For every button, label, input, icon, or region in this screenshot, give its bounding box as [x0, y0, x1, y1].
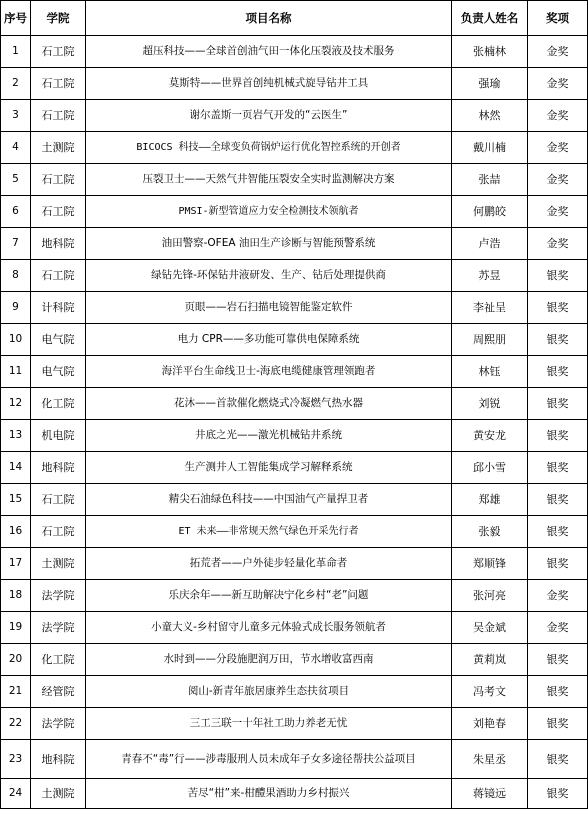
cell-leader: 戴川楠 — [452, 132, 528, 164]
cell-project-name: 拓荒者——户外徒步轻量化革命者 — [86, 548, 452, 580]
cell-college: 地科院 — [31, 228, 86, 260]
cell-project-name: 阅山-新青年旅居康养生态扶贫项目 — [86, 676, 452, 708]
header-seq: 序号 — [1, 1, 31, 36]
cell-seq: 20 — [1, 644, 31, 676]
table-row — [1, 292, 588, 324]
cell-leader: 何鹏皎 — [452, 196, 528, 228]
cell-seq: 8 — [1, 260, 31, 292]
cell-award: 银奖 — [528, 324, 588, 356]
cell-college: 法学院 — [31, 708, 86, 740]
cell-seq: 7 — [1, 228, 31, 260]
cell-award: 银奖 — [528, 452, 588, 484]
cell-college: 石工院 — [31, 164, 86, 196]
cell-award: 银奖 — [528, 260, 588, 292]
cell-project-name: 苦尽“柑”来-柑醴果酒助力乡村振兴 — [86, 779, 452, 809]
cell-college: 化工院 — [31, 388, 86, 420]
cell-award: 银奖 — [528, 356, 588, 388]
cell-award: 金奖 — [528, 612, 588, 644]
cell-project-name: 莫斯特——世界首创纯机械式旋导钻井工具 — [86, 68, 452, 100]
cell-project-name: 井底之光——激光机械钻井系统 — [86, 420, 452, 452]
cell-award: 银奖 — [528, 644, 588, 676]
table-row — [1, 580, 588, 612]
cell-college: 机电院 — [31, 420, 86, 452]
cell-leader: 张楠林 — [452, 36, 528, 68]
cell-project-name: 小童大义-乡村留守儿童多元体验式成长服务领航者 — [86, 612, 452, 644]
cell-leader: 郑顺锋 — [452, 548, 528, 580]
cell-project-name: BICOCS 科技——全球变负荷锅炉运行优化智控系统的开创者 — [86, 132, 452, 164]
cell-award: 银奖 — [528, 548, 588, 580]
cell-award: 金奖 — [528, 196, 588, 228]
cell-award: 银奖 — [528, 420, 588, 452]
table-row — [1, 612, 588, 644]
cell-seq: 16 — [1, 516, 31, 548]
cell-college: 石工院 — [31, 68, 86, 100]
cell-project-name: 乐庆余年——新互助解决宁化乡村“老”问题 — [86, 580, 452, 612]
cell-leader: 冯考文 — [452, 676, 528, 708]
cell-college: 法学院 — [31, 580, 86, 612]
table-row — [1, 708, 588, 740]
cell-leader: 张河亮 — [452, 580, 528, 612]
cell-seq: 4 — [1, 132, 31, 164]
cell-seq: 22 — [1, 708, 31, 740]
table-row — [1, 324, 588, 356]
cell-award: 金奖 — [528, 68, 588, 100]
cell-seq: 19 — [1, 612, 31, 644]
cell-project-name: 油田警察-OFEA 油田生产诊断与智能预警系统 — [86, 228, 452, 260]
cell-award: 金奖 — [528, 100, 588, 132]
cell-leader: 郑雄 — [452, 484, 528, 516]
cell-college: 土测院 — [31, 132, 86, 164]
cell-college: 电气院 — [31, 356, 86, 388]
cell-leader: 刘锐 — [452, 388, 528, 420]
table-row — [1, 228, 588, 260]
table-row — [1, 196, 588, 228]
cell-seq: 3 — [1, 100, 31, 132]
cell-project-name: 海洋平台生命线卫士-海底电缆健康管理领跑者 — [86, 356, 452, 388]
cell-award: 银奖 — [528, 388, 588, 420]
cell-seq: 21 — [1, 676, 31, 708]
header-project: 项目名称 — [86, 1, 452, 36]
cell-award: 银奖 — [528, 484, 588, 516]
cell-seq: 15 — [1, 484, 31, 516]
cell-project-name: 绿钻先锋-环保钻井液研发、生产、钻后处理提供商 — [86, 260, 452, 292]
cell-college: 经管院 — [31, 676, 86, 708]
cell-project-name: 水时到——分段施肥润万田，节水增收富西南 — [86, 644, 452, 676]
cell-award: 银奖 — [528, 779, 588, 809]
cell-award: 金奖 — [528, 36, 588, 68]
cell-award: 银奖 — [528, 740, 588, 779]
table-row — [1, 356, 588, 388]
cell-seq: 6 — [1, 196, 31, 228]
cell-leader: 邱小雪 — [452, 452, 528, 484]
table-row — [1, 484, 588, 516]
cell-project-name: 生产测井人工智能集成学习解释系统 — [86, 452, 452, 484]
cell-college: 土测院 — [31, 779, 86, 809]
table-row — [1, 100, 588, 132]
cell-award: 银奖 — [528, 516, 588, 548]
cell-project-name: 青春不“毒”行——涉毒服刑人员未成年子女多途径帮扶公益项目 — [86, 740, 452, 779]
cell-college: 计科院 — [31, 292, 86, 324]
cell-college: 化工院 — [31, 644, 86, 676]
cell-award: 金奖 — [528, 164, 588, 196]
cell-seq: 17 — [1, 548, 31, 580]
cell-award: 银奖 — [528, 292, 588, 324]
cell-seq: 2 — [1, 68, 31, 100]
cell-project-name: 精尖石油绿色科技——中国油气产量捍卫者 — [86, 484, 452, 516]
table-row — [1, 36, 588, 68]
cell-award: 银奖 — [528, 676, 588, 708]
cell-college: 石工院 — [31, 36, 86, 68]
cell-seq: 13 — [1, 420, 31, 452]
cell-project-name: 电力 CPR——多功能可靠供电保障系统 — [86, 324, 452, 356]
cell-leader: 黄安龙 — [452, 420, 528, 452]
cell-project-name: 谢尔盖斯一页岩气开发的“云医生” — [86, 100, 452, 132]
cell-leader: 刘艳春 — [452, 708, 528, 740]
cell-seq: 12 — [1, 388, 31, 420]
table-row — [1, 388, 588, 420]
table-row — [1, 740, 588, 779]
cell-seq: 9 — [1, 292, 31, 324]
cell-college: 石工院 — [31, 484, 86, 516]
table-row — [1, 779, 588, 809]
cell-project-name: 花沐——首款催化燃烧式冷凝燃气热水器 — [86, 388, 452, 420]
table-row — [1, 452, 588, 484]
cell-seq: 11 — [1, 356, 31, 388]
cell-leader: 林钰 — [452, 356, 528, 388]
table-row — [1, 644, 588, 676]
table-row — [1, 132, 588, 164]
table-row — [1, 68, 588, 100]
cell-seq: 18 — [1, 580, 31, 612]
cell-award: 金奖 — [528, 132, 588, 164]
cell-leader: 强瑜 — [452, 68, 528, 100]
cell-award: 银奖 — [528, 708, 588, 740]
cell-leader: 张毅 — [452, 516, 528, 548]
cell-project-name: 超压科技——全球首创油气田一体化压裂液及技术服务 — [86, 36, 452, 68]
cell-college: 石工院 — [31, 196, 86, 228]
cell-leader: 林然 — [452, 100, 528, 132]
table-row — [1, 164, 588, 196]
cell-college: 地科院 — [31, 452, 86, 484]
cell-college: 石工院 — [31, 260, 86, 292]
cell-project-name: 页眼——岩石扫描电镜智能鉴定软件 — [86, 292, 452, 324]
cell-college: 电气院 — [31, 324, 86, 356]
cell-college: 地科院 — [31, 740, 86, 779]
cell-leader: 周熙朋 — [452, 324, 528, 356]
cell-leader: 苏昱 — [452, 260, 528, 292]
cell-college: 土测院 — [31, 548, 86, 580]
header-leader: 负责人姓名 — [452, 1, 528, 36]
cell-project-name: ET 未来——非常规天然气绿色开采先行者 — [86, 516, 452, 548]
header-row — [1, 1, 588, 36]
cell-leader: 朱星丞 — [452, 740, 528, 779]
cell-leader: 吴金斌 — [452, 612, 528, 644]
table-row — [1, 548, 588, 580]
table-row — [1, 676, 588, 708]
table-row — [1, 420, 588, 452]
table-body — [1, 36, 588, 809]
cell-seq: 24 — [1, 779, 31, 809]
cell-project-name: 三工三联一十年社工助力养老无忧 — [86, 708, 452, 740]
cell-project-name: 压裂卫士——天然气井智能压裂安全实时监测解决方案 — [86, 164, 452, 196]
cell-seq: 10 — [1, 324, 31, 356]
cell-award: 金奖 — [528, 580, 588, 612]
cell-college: 石工院 — [31, 100, 86, 132]
cell-seq: 23 — [1, 740, 31, 779]
cell-leader: 张喆 — [452, 164, 528, 196]
table-row — [1, 516, 588, 548]
table-header — [1, 1, 588, 36]
cell-leader: 黄莉岚 — [452, 644, 528, 676]
header-award: 奖项 — [528, 1, 588, 36]
table-row — [1, 260, 588, 292]
cell-leader: 李祉呈 — [452, 292, 528, 324]
cell-leader: 卢浩 — [452, 228, 528, 260]
cell-seq: 14 — [1, 452, 31, 484]
cell-seq: 1 — [1, 36, 31, 68]
cell-project-name: PMSI-新型管道应力安全检测技术领航者 — [86, 196, 452, 228]
cell-college: 石工院 — [31, 516, 86, 548]
cell-leader: 蒋镜远 — [452, 779, 528, 809]
cell-seq: 5 — [1, 164, 31, 196]
cell-college: 法学院 — [31, 612, 86, 644]
cell-award: 金奖 — [528, 228, 588, 260]
header-college: 学院 — [31, 1, 86, 36]
